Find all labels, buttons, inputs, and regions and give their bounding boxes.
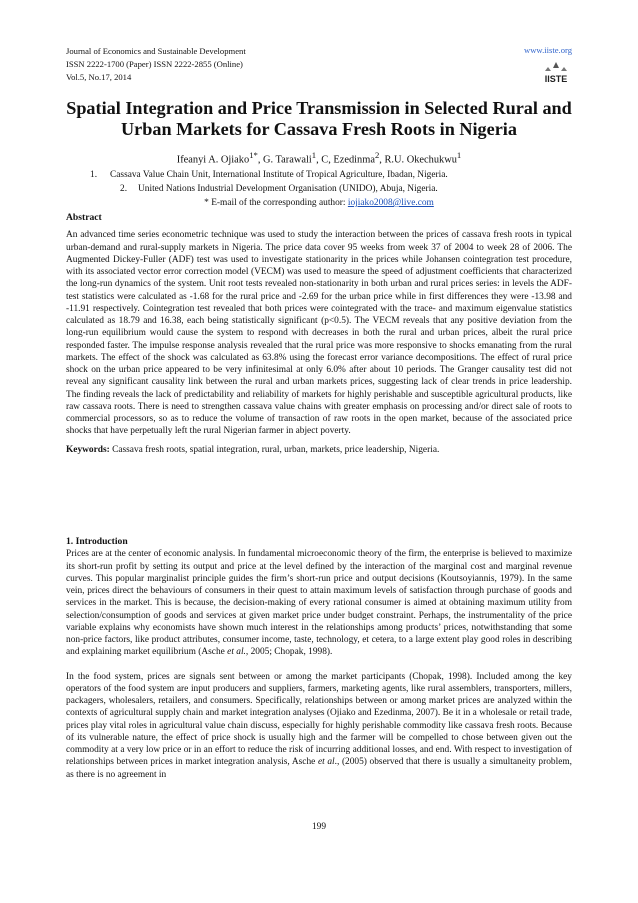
corresponding-author-label: * E-mail of the corresponding author: [204, 198, 348, 208]
intro-p2-text: In the food system, prices are signals sent between or among the market participants (Chopak, 1998). Included among the key operators of the food system are input producers and suppliers, farmers, marketing agents, like rural assemblers, transporters, millers, packagers, wholesalers, retailers, and consumers. Specifically, relationships between or among market prices are analyzed within the contexts of agricultural supply chain and market integration analyses (Ojiako and Ezedinma, 2007). Be it in a wholesale or retail trade, prices play vital roles in agricultural value chain discuss, especially for highly perishable commodity like cassava fresh roots. Because of its vulnerable nature, the effect of price shock is usually high and the farmer will be compelled to chose between given out the commodity at a very low price or in an effort to reduce the risk of incurring additional losses, and end. With respect to investigation of relationships between prices in market integration analysis, Asche [66, 671, 572, 768]
author-1-affil: 1* [249, 150, 258, 160]
corresponding-author [66, 196, 572, 210]
intro-p1-etal: et al. [227, 647, 246, 658]
intro-paragraph-2 [66, 671, 572, 781]
affiliation-1-text: Cassava Value Chain Unit, International Institute of Tropical Agriculture, Ibadan, Nigeria. [110, 170, 448, 180]
logo-text: IISTE [544, 74, 568, 84]
intro-p2-etal: et al [317, 757, 335, 768]
author-1: Ifeanyi A. Ojiako [176, 154, 250, 166]
author-3: , C, Ezedinma [316, 154, 375, 166]
intro-p2-end: ., (2005) observed that there is usually a simultaneity problem, as there is no agreement in [66, 757, 573, 780]
affiliations [66, 168, 572, 210]
journal-header [66, 45, 572, 87]
abstract-text: An advanced time series econometric technique was used to study the interaction between the prices of cassava fresh roots in typical urban-demand and rural-supply markets in Nigeria. The price data cover 95 weeks from week 37 of 2004 to week 28 of 2006. The Augmented Dickey-Fuller (ADF) test was used to investigate stationarity in the prices while Johansen cointegration test procedure, with its associated vector error correction model (VECM) was used to measure the speed of adjustment coefficients that characterized the long-run dynamics of the system. Unit root tests revealed non-stationarity in both urban and rural prices series: in levels the ADF-test statistics were calculated as -1.68 for the rural price and -2.69 for the urban price while in first differences they were -13.98 and -11.91 respectively. Cointegration test revealed that both prices were cointegrated with the trace- and maximum eigenvalue statistics calculated as 18.79 and 16.38, each being statistically significant (p<0.5). The VECM reveals that any positive deviation from the long-run equilibrium would cause the system to respond with decreases in both the rural and urban prices, albeit the rural price responded faster. The impulse response analysis revealed that the rural price was more responsive to shocks emanating from the rural markets. The effect of the shock was calculated as 63.8% using the forecast error variance decompositions. The effect of rural price shock on the urban price appeared to be very infinitesimal at only 6.0% after about 10 periods. The Granger causality test did not reveal any significant causality link between the rural and urban markets prices, suggesting lack of clear trends in price leadership. The finding reveals the lack of predictability and reliability of markets for highly perishable and susceptible agricultural products, like raw cassava roots. There is need to strengthen cassava value chains with greater emphasis on processing and/or direct sale of roots to commercial processors, so as to reduce the volume of transaction of raw roots in the open market, because of the associated price shocks that have perpetually left the rural Nigerian farmer in abject poverty. [66, 230, 572, 437]
intro-p1-text: Prices are at the center of economic analysis. In fundamental microeconomic theory of the firm, the enterprise is believed to maximize its short-run profit by setting its output and price at the level defined by the interaction of the marginal cost and marginal revenue curves. This popular marginalist principle guides the firm’s short-run price and output decisions (Koutsoyiannis, 1979). In the same vein, prices direct the behaviours of consumers in their quest to attain maximum levels of satisfaction through purchase of goods and services in the market. This is because, the decision-making of every rational consumer is aimed at obtaining maximum utility from selection/consumption of goods and services at given market price under budget constraint. Perhaps, the instrumentality of the price variable explains why economists have shown much interest in the relationships among products’ prices, notwithstanding that some non-price factors, like product attributes, consumer income, taste, technology, et cetera, to a large extent play good roles in describing and explaining market equilibrium (Asche [66, 549, 572, 658]
author-list [0, 150, 638, 165]
page-number: 199 [311, 822, 327, 832]
journal-issn: ISSN 2222-1700 (Paper) ISSN 2222-2855 (Online) [66, 59, 243, 69]
journal-name: Journal of Economics and Sustainable Development [66, 46, 246, 56]
affiliation-2 [66, 182, 572, 196]
introduction-section [66, 536, 572, 781]
paper-title: Spatial Integration and Price Transmission in Selected Rural and Urban Markets for Cassava Fresh Roots in Nigeria [66, 98, 572, 139]
author-3-affil: 2 [374, 150, 380, 160]
affiliation-2-number: 2. [120, 184, 128, 194]
introduction-heading: 1. Introduction [66, 536, 128, 547]
author-email-link[interactable]: iojiako2008@live.com [347, 198, 434, 208]
abstract-heading: Abstract [66, 212, 102, 223]
affiliation-1 [66, 168, 572, 182]
affiliation-2-text: United Nations Industrial Development Organisation (UNIDO), Abuja, Nigeria. [138, 184, 438, 194]
author-4-affil: 1 [456, 150, 462, 160]
abstract-section [66, 212, 572, 456]
journal-volume: Vol.5, No.17, 2014 [66, 72, 132, 82]
iiste-logo-icon [540, 61, 572, 85]
affiliation-1-number: 1. [90, 170, 98, 180]
keywords [66, 444, 572, 456]
journal-url-link[interactable]: www.iiste.org [524, 45, 572, 55]
author-2: , G. Tarawali [257, 154, 312, 166]
keywords-text: Cassava fresh roots, spatial integration, rural, urban, markets, price leadership, Nigeria. [109, 444, 440, 455]
keywords-label: Keywords: [66, 444, 110, 455]
intro-paragraph-1 [66, 548, 572, 658]
author-4: , R.U. Okechukwu [379, 154, 457, 166]
intro-p1-citation: , 2005; Chopak, 1998). [245, 647, 333, 658]
author-2-affil: 1 [311, 150, 317, 160]
